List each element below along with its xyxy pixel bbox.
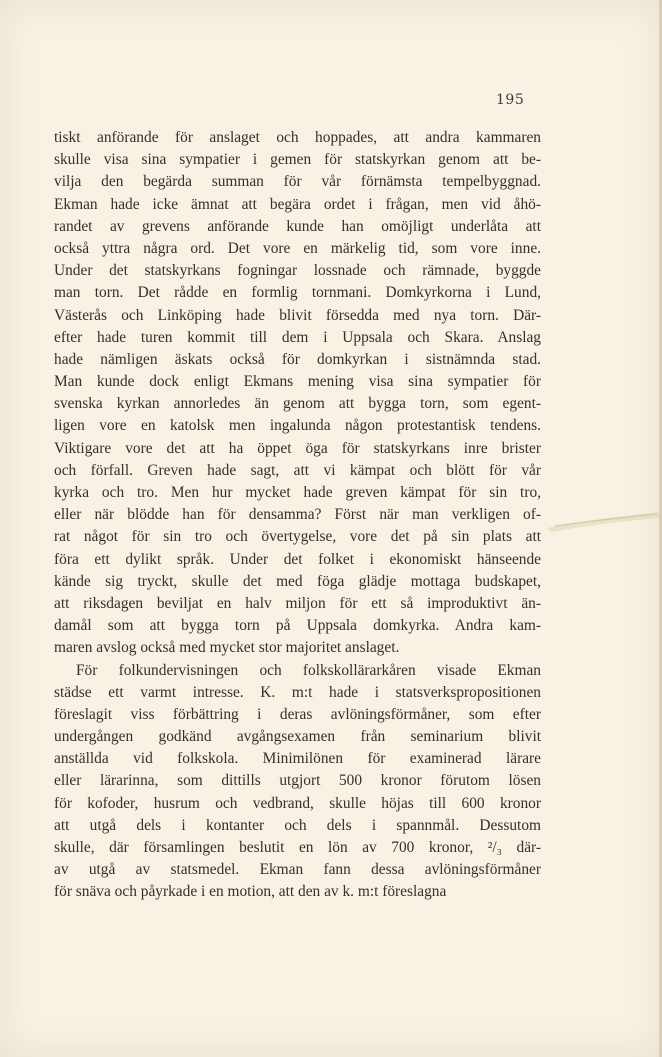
page-number: 195: [496, 92, 525, 108]
text-line: av utgå av statsmedel. Ekman fann dessa avlöningsförmåner: [54, 861, 541, 879]
text-line: undergången godkänd avgångsexamen från seminarium blivit: [54, 728, 541, 746]
text-line: svenska kyrkan annorledes än genom att bygga torn, som egent-: [54, 395, 541, 413]
text-line: föreslagit viss förbättring i deras avlöningsförmåner, som efter: [54, 705, 541, 723]
text-line: städse ett varmt intresse. K. m:t hade i statsverkspropositionen: [54, 683, 541, 701]
text-line: Viktigare vore det att ha öppet öga för statskyrkans inre brister: [54, 439, 541, 457]
ink-smudge-mark: [545, 508, 661, 538]
text-line: rat något för sin tro och övertygelse, vore det på sin plats att: [54, 528, 541, 546]
text-line: damål som att bygga torn på Uppsala domkyrka. Andra kam-: [54, 617, 541, 635]
text-line: skulle, där församlingen beslutit en lön av 700 kronor, ²/₃ där-: [54, 839, 541, 856]
text-line: Ekman hade icke ämnat att begära ordet i frågan, men vid åhö-: [54, 195, 541, 213]
text-line: Västerås och Linköping hade blivit försedda med nya torn. Där-: [54, 306, 541, 324]
text-line: vilja den begärda summan för vår förnämsta tempelbyggnad.: [54, 173, 541, 191]
text-line: tiskt anförande för anslaget och hoppades, att andra kammaren: [54, 129, 541, 146]
text-line: Under det statskyrkans fogningar lossnade och rämnade, byggde: [54, 262, 541, 280]
text-line: eller när blödde han för densamma? Först när man verkligen of-: [54, 506, 541, 524]
text-line: att utgå dels i kontanter och dels i spannmål. Dessutom: [54, 816, 541, 834]
body-text: [54, 127, 541, 904]
text-line: ligen vore en katolsk men ingalunda någon protestantisk tendens.: [54, 417, 541, 435]
text-line: maren avslog också med mycket stor majoritet anslaget.: [54, 639, 400, 657]
text-line: efter hade turen kommit till dem i Uppsala och Skara. Anslag: [54, 328, 541, 346]
text-line: och förfall. Greven hade sagt, att vi kämpat och blött för vår: [54, 461, 541, 479]
text-line: föra ett dylikt språk. Under det folket i ekonomiskt hänseende: [54, 550, 541, 568]
text-line: kände sig tryckt, skulle det med föga glädje mottaga budskapet,: [54, 572, 541, 590]
text-line: hade nämligen äskats också för domkyrkan i sistnämnda stad.: [54, 350, 541, 368]
text-line: eller lärarinna, som dittills utgjort 500 kronor förutom lösen: [54, 772, 541, 790]
text-line: skulle visa sina sympatier i gemen för statskyrkan genom att be-: [54, 151, 541, 169]
text-line: att riksdagen beviljat en halv miljon för ett så improduktivt än-: [54, 594, 541, 612]
text-line: för kofoder, husrum och vedbrand, skulle höjas till 600 kronor: [54, 794, 541, 812]
text-line: för snäva och påyrkade i en motion, att den av k. m:t föreslagna: [54, 883, 447, 901]
text-line: anställda vid folkskola. Minimilönen för examinerad lärare: [54, 750, 541, 768]
text-line: kyrka och tro. Men hur mycket hade greven kämpat för sin tro,: [54, 484, 541, 501]
text-line: För folkundervisningen och folkskollärarkåren visade Ekman: [76, 661, 541, 679]
text-line: också yttra några ord. Det vore en märkelig tid, som vore inne.: [54, 239, 541, 257]
text-line: Man kunde dock enligt Ekmans mening visa sina sympatier för: [54, 373, 541, 391]
text-line: randet av grevens anförande kunde han omöjligt underlåta att: [54, 217, 541, 235]
text-line: man torn. Det rådde en formlig tornmani. Domkyrkorna i Lund,: [54, 284, 541, 302]
